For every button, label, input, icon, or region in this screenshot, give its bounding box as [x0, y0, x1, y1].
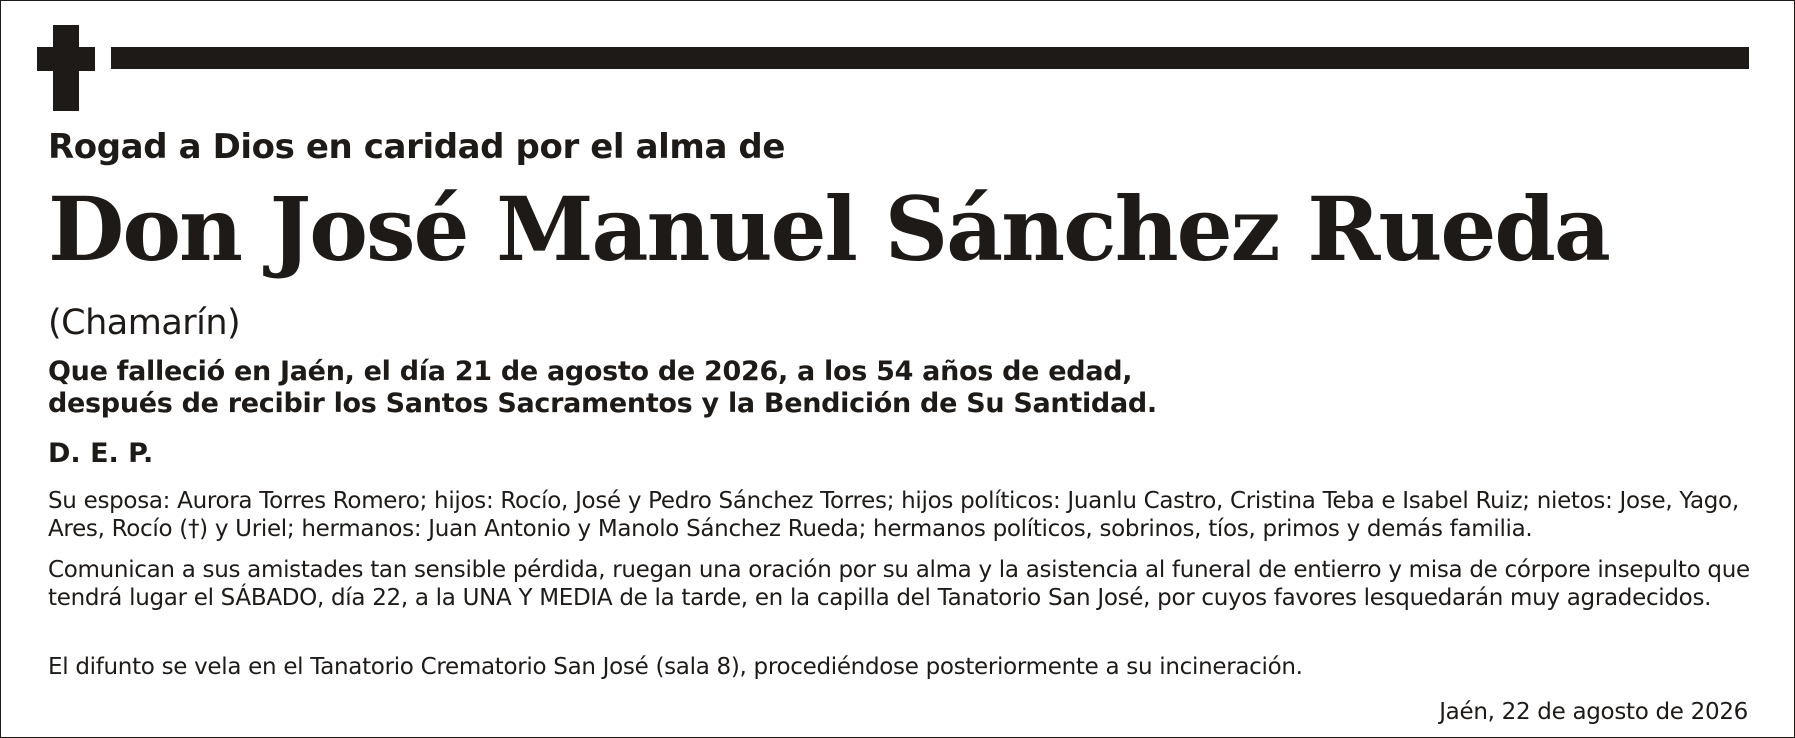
- death-line-1: Que falleció en Jaén, el día 21 de agosto de 2026, a los 54 años de edad,: [48, 356, 1133, 387]
- header-rule: [111, 47, 1749, 69]
- death-notice: [48, 356, 1157, 420]
- nickname: (Chamarín): [48, 303, 241, 343]
- death-line-2: después de recibir los Santos Sacramentos y la Bendición de Su Santidad.: [48, 388, 1157, 419]
- deceased-name: Don José Manuel Sánchez Rueda: [48, 177, 1609, 281]
- dep-text: D. E. P.: [48, 438, 154, 469]
- intro-text: Rogad a Dios en caridad por el alma de: [48, 127, 786, 167]
- funeral-paragraph: Comunican a sus amistades tan sensible pérdida, ruegan una oración por su alma y la asistencia al funeral de entierro y misa de córpore insepulto que tendrá lugar el SÁBADO, día 22, a la UNA Y MEDIA de la tarde, en la capilla del Tanatorio San José, por cuyos favores lesquedarán muy agradecidos.: [48, 557, 1750, 611]
- place-date: Jaén, 22 de agosto de 2026: [1439, 699, 1748, 725]
- cross-icon: [37, 25, 95, 111]
- vigil-paragraph: El difunto se vela en el Tanatorio Crematorio San José (sala 8), procediéndose posteriormente a su incineración.: [48, 654, 1303, 680]
- family-paragraph: Su esposa: Aurora Torres Romero; hijos: Rocío, José y Pedro Sánchez Torres; hijos políticos: Juanlu Castro, Cristina Teba e Isabel Ruiz; nietos: Jose, Yago, Ares, Rocío (†) y Uriel; hermanos: Juan Antonio y Manolo Sánchez Rueda; hermanos políticos, sobrinos, tíos, primos y demás familia.: [48, 488, 1739, 542]
